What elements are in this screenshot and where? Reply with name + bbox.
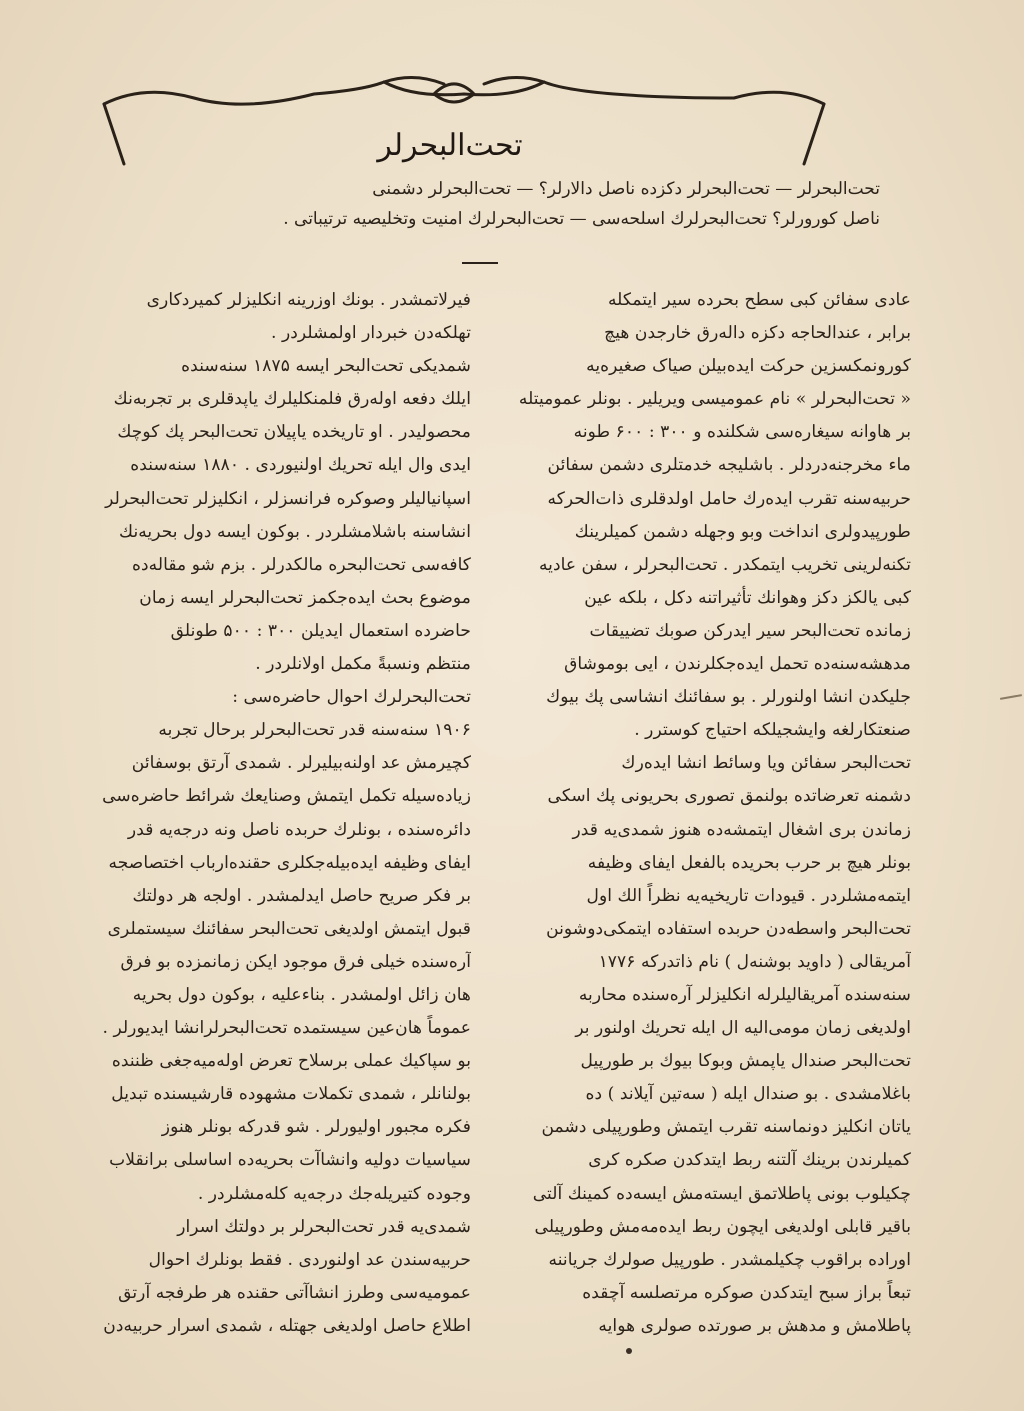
text-line: حربیه‌سنه تقرب ایده‌رك حامل اولدقلری ذات‌الحرکه (547, 488, 911, 509)
text-line: هان زائل اولمشدر . بناءعلیه ، بوکون دول بحریه (132, 984, 471, 1005)
text-line: ماء مخرجنه‌دردلر . باشلیجه خدمتلری دشمن سفائن (547, 455, 911, 476)
text-line: عموماً هان‌عین سیستمده تحت‌البحرلرانشا ایدیورلر . (102, 1018, 471, 1039)
text-line: ایلك دفعه اولەرق فلمنکلیلرك یاپدقلری بر تجربه‌نك (113, 389, 471, 410)
text-line: زماندن بری اشغال ایتمشەده هنوز شمدی‌یه قدر (572, 819, 911, 840)
text-line: منتظم ونسبةً مکمل اولانلردر . (255, 654, 471, 675)
text-line: برابر ، عندالحاجه دکزه دالەرق خارجدن هیچ (604, 323, 911, 344)
text-line: مدهشه‌سنه‌ده تحمل ایده‌جکلرندن ، ایی بوموشاق (564, 654, 911, 675)
text-line: فکره مجبور اولیورلر . شو قدرکه بونلر هنوز (161, 1117, 471, 1138)
summary-line: ناصل کورورلر؟ تحت‌البحرلرك اسلحه‌سی — تحت‌البحرلرك امنیت وتخلیصیه ترتیباتی . (283, 209, 880, 229)
right-column (491, 284, 911, 1343)
text-line: تکنه‌لرینی تخریب ایتمکدر . تحت‌البحرلر ، سفن عادیه (538, 554, 911, 575)
section-divider (462, 260, 498, 266)
text-line: طورپیدولری انداخت وبو وجهله دشمن کمیلرینك (574, 521, 911, 542)
summary-line: تحت‌البحرلر — تحت‌البحرلر دکزده ناصل دالارلر؟ — تحت‌البحرلر دشمنی (372, 179, 880, 199)
margin-mark (1000, 694, 1022, 700)
text-line: دائره‌سنده ، بونلرك حربده ناصل ونه درجه‌یه قدر (127, 819, 471, 840)
text-line: کورونمکسزین حرکت ایده‌بیلن صیاک صغیره‌یه (586, 356, 911, 377)
text-line: محصولیدر . او تاریخده یاپیلان تحت‌البحر پك کوچك (117, 422, 471, 443)
left-column (51, 284, 471, 1343)
text-line: تبعاً براز سبح ایتدکدن صوکره مرتصلسه آچقده (582, 1282, 911, 1303)
ornamental-header-frame (84, 64, 844, 184)
text-line: یاتان انکلیز دونماسنه تقرب ایتمش وطورپیلی دشمن (541, 1117, 911, 1138)
text-line: آمریقالی ( داوید بوشنه‌ل ) نام ذاتدرکه ۱۷۷۶ (598, 951, 911, 972)
text-line: موضوع بحث ایده‌جکمز تحت‌البحرلر ایسه زمان (139, 587, 471, 608)
text-line: کچیرمش عد اولنه‌بیلیرلر . شمدی آرتق بوسفائن (131, 753, 471, 774)
text-line: دشمنه تعرضاتده بولنمق تصوری بحریونی پك اسکی (547, 786, 911, 807)
text-line: بر هاوانه سیغاره‌سی شکلنده و ۳۰۰ : ۶۰۰ طونه (573, 422, 911, 443)
text-line: ایفای وظیفه ایده‌بیله‌جکلری حقنده‌ارباب اختصاصجه (108, 852, 471, 873)
page-end-dot (626, 1348, 632, 1354)
text-line: بولنانلر ، شمدی تکملات مشهوده قارشیسنده تبدیل (111, 1084, 471, 1105)
text-line: پاطلامش و مدهش بر صورتده صولری هوایه (598, 1315, 911, 1336)
text-line: بو سپاکیك عملی برسلاح تعرض اوله‌میه‌جغی ظننده (111, 1051, 471, 1072)
article-summary (140, 174, 880, 234)
text-line: صنعتکارلغه وایشجیلکه احتیاج کوسترر . (634, 720, 911, 741)
text-line: اوراده براقوب چکیلمشدر . طورپیل صولرك جریاننه (548, 1249, 911, 1270)
text-line: آره‌سنده خیلی فرق موجود ایکن زمانمزده بو فرق (120, 951, 471, 972)
text-line: « تحت‌البحرلر » نام عمومیسی ویریلیر . بونلر عمومیتله (518, 389, 911, 410)
text-line: کافه‌سی تحت‌البحره مالکدرلر . بزم شو مقاله‌ده (131, 554, 471, 575)
text-line: انشاسنه باشلامشلردر . بوکون ایسه دول بحریه‌نك (118, 521, 471, 542)
text-line: چکیلوب بونی پاطلاتمق ایسته‌مش ایسه‌ده کمینك آلتی (532, 1183, 911, 1204)
text-line: کبی یالکز دکز وهوانك تأثیراتنه دکل ، بلکه عین (584, 587, 911, 608)
text-line: حربیه‌سندن عد اولنوردی . فقط بونلرك احوال (148, 1249, 471, 1270)
text-line: تحت‌البحر سفائن ویا وسائط انشا ایدەرك (621, 753, 911, 774)
text-line: اولدیغی زمان مومی‌الیه ال ایله تحریك اولنور بر (575, 1018, 911, 1039)
section-heading: تحت‌البحرلرك احوال حاضره‌سی : (232, 687, 471, 708)
text-line: تحت‌البحر صندال یاپمش وبوکا بیوك بر طورپیل (580, 1051, 911, 1072)
text-line: ایدی وال ایله تحریك اولنیوردی . ۱۸۸۰ سنه‌سنده (130, 455, 471, 476)
article-title: تحت‌البحرلر (377, 128, 523, 163)
text-line: شمدیکی تحت‌البحر ایسه ۱۸۷۵ سنه‌سنده (181, 356, 471, 377)
text-line: سنه‌سنده آمریقالیلرله انکلیزلر آره‌سنده محاربه (578, 984, 911, 1005)
text-line: جلیکدن انشا اولنورلر . بو سفائنك انشاسی پك بیوك (546, 687, 911, 708)
text-line: عادی سفائن کبی سطح بحرده سیر ایتمکله (607, 290, 911, 310)
text-line: باقیر قابلی اولدیغی ایچون ربط ایده‌مه‌مش وطورپیلی (534, 1216, 911, 1237)
text-line: وجوده کتیریله‌جك درجه‌یه کله‌مشلردر . (197, 1183, 471, 1204)
text-line: تحت‌البحر واسطه‌دن حربده استفاده ایتمکی‌دوشونن (546, 918, 911, 939)
text-line: اطلاع حاصل اولدیغی جهتله ، شمدی اسرار حربیه‌دن (103, 1315, 471, 1336)
text-line: زیاده‌سیله تکمل ایتمش وصنایعك شرائط حاضره‌سی (102, 786, 471, 807)
text-line: ایتمه‌مشلردر . قیودات تاریخیه‌یه نظراً الك اول (586, 885, 911, 906)
text-line: ۱۹۰۶ سنه‌سنه قدر تحت‌البحرلر برحال تجربه (158, 720, 471, 741)
text-line: باغلامشدی . بو صندال ایله ( سه‌تین آیلاند ) ده (585, 1084, 911, 1105)
text-line: تهلکه‌دن خبردار اولمشلردر . (271, 323, 471, 344)
text-line: اسپانیالیلر وصوکره فرانسزلر ، انکلیزلر تحت‌البحرلر (105, 488, 471, 509)
text-line: فیرلاتمشدر . بونك اوزرینه انکلیزلر کمیردکاری (146, 290, 471, 310)
text-line: قبول ایتمش اولدیغی تحت‌البحر سفائنك سیستملری (107, 918, 471, 939)
text-line: بونلر هیچ بر حرب بحریده بالفعل ایفای وظیفه (587, 852, 911, 873)
text-line: حاضرده استعمال ایدیلن ۳۰۰ : ۵۰۰ طونلق (170, 620, 471, 641)
text-line: سیاسیات دولیه وانشاآت بحریه‌ده اساسلی برانقلاب (109, 1150, 471, 1171)
text-line: بر فکر صریح حاصل ایدلمشدر . اولجه هر دولتك (132, 885, 471, 906)
text-line: کمیلرندن برینك آلتنه ربط ایتدکدن صکره کری (588, 1150, 911, 1171)
text-line: زمانده تحت‌البحر سیر ایدرکن صوبك تضییقات (589, 620, 911, 641)
text-line: عمومیه‌سی وطرز انشاآتی حقنده هر طرفجه آرتق (118, 1282, 471, 1303)
text-line: شمدی‌یه قدر تحت‌البحرلر بر دولتك اسرار (177, 1216, 471, 1237)
